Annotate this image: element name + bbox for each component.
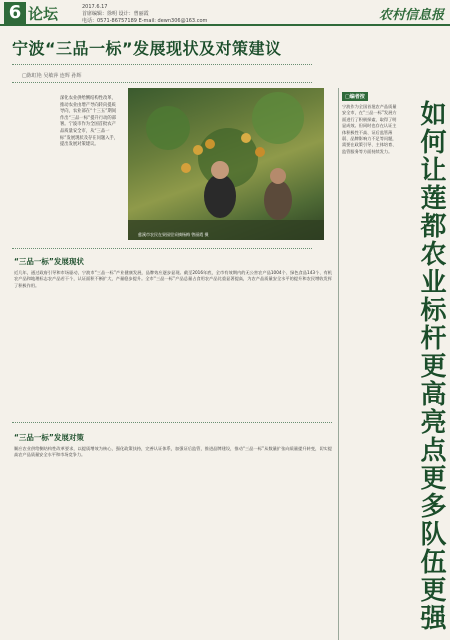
article-byline: □陈虹艳 吴敏萍 连辉 孙辉 <box>22 73 82 79</box>
orchard-image <box>128 88 324 240</box>
contact-line: 电话：0571-86757189 E-mail: dewn306@163.com <box>82 18 208 24</box>
issue-date: 2017.6.17 <box>82 4 108 10</box>
headline-rule <box>12 64 312 65</box>
page-header <box>0 0 450 26</box>
section-title: 论坛 <box>28 5 59 23</box>
byline-rule <box>12 82 312 83</box>
article-photo <box>128 88 324 240</box>
editorial-tag: □编者按 <box>342 92 368 101</box>
section2-title: “三品一标”发展对策 <box>14 433 84 442</box>
section1-rule <box>12 248 312 249</box>
newspaper-masthead: 农村信息报 <box>378 8 444 23</box>
section1-title: “三品一标”发展现状 <box>14 257 84 266</box>
editor-line: 首席编辑：徐明 设计：曾丽霞 <box>82 11 149 17</box>
section1-body: 近几年，通过政府引导和市场驱动，宁波市“三品一标”产业健康发展，品牌效应逐步显现。截至2016年底，全市有效期内的无公害农产品1004个、绿色食品143个、有机农产品和地理标志农产品若干个，认证面积不断扩大，产量稳步提升。全市“三品一标”产品总量占食用农产品比重显著提高，为农产品质量安全水平的提升和农民增收发挥了积极作用。 <box>14 270 332 288</box>
photo-caption: 慈溪市农民在果园里采摘杨梅 曾丽霞 摄 <box>138 232 209 237</box>
section2-rule <box>12 422 332 423</box>
issue-meta <box>82 4 207 25</box>
article-lead: 深化农业供给侧结构性改革，推动农业由增产导向转向提质导向，农业部在“十三五”期间作出“三品一标”提升行动的部署。宁波市作为全国首批农产品质量安全市，从“三品一标”发展现状及存在问题入手，提出发展对策建议。 <box>60 96 119 148</box>
editorial-text: 宁波作为全国首批农产品质量安全市，在“三品一标”发展方面进行了积极探索，取得了明显成效。但同时也存在认证主体积极性不高、证后监管薄弱、品牌影响力不足等问题，需要在政策引导、主体培育、监管服务等方面持续发力。 <box>342 104 397 154</box>
page-number: 6 <box>4 2 26 24</box>
article-headline: 宁波“三品一标”发展现状及对策建议 <box>12 39 282 58</box>
column-divider <box>338 88 339 640</box>
editorial-title: 如何让莲都农业标杆更高亮点更多队伍更强 <box>416 100 446 632</box>
section2-body: 顺应农业供给侧结构性改革要求，以提质增效为核心，强化政策扶持，完善认证体系，加强证后监管，推进品牌建设，推动“三品一标”从数量扩张向质量提升转变，切实提高农产品质量安全水平和市场竞争力。 <box>14 446 332 458</box>
